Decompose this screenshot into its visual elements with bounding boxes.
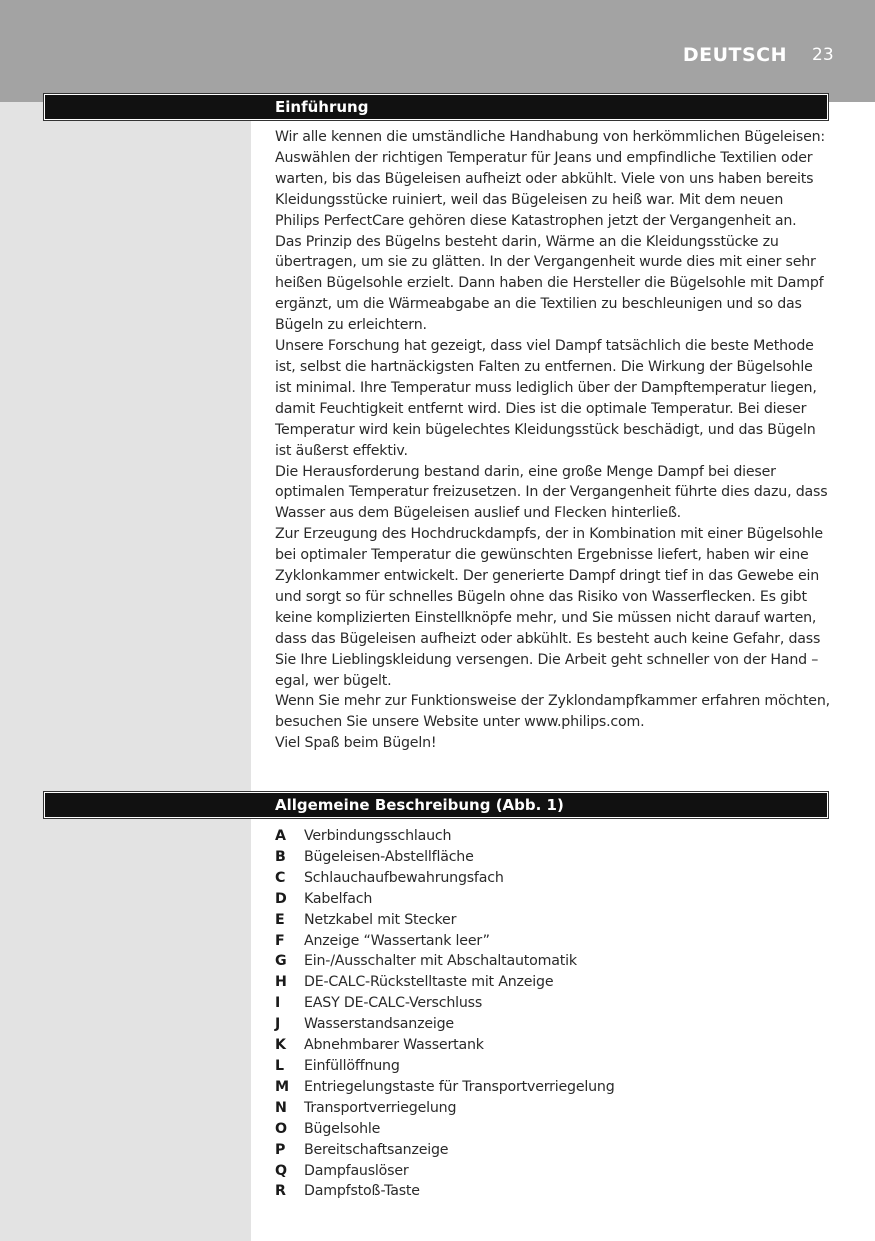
part-letter: L [275,1057,285,1074]
parts-list-item [275,1140,815,1161]
part-letter: F [275,932,285,949]
part-label: Dampfstoß-Taste [304,1183,420,1200]
part-letter: P [275,1141,286,1158]
intro-paragraph: Unsere Forschung hat gezeigt, dass viel Dampf tatsächlich die beste Methode ist, selbst die hartnäckigsten Falten zu entfernen. Die Wirkung der Bügelsohle ist minimal. Ihre Temperatur muss lediglich über der Dampftemperatur liegen, damit Feuchtigkeit entfernt wird. Dies ist die optimale Temperatur. Bei dieser Temperatur wird kein bügelechtes Kleidungsstück beschädigt, und das Bügeln ist äußerst effektiv. [275,338,817,459]
parts-list-item [275,972,815,993]
description-section-title: Allgemeine Beschreibung (Abb. 1) [275,796,564,814]
part-letter: J [275,1016,281,1033]
parts-list-item [275,868,815,889]
part-letter: E [275,911,285,928]
part-label: Dampfauslöser [304,1162,409,1179]
intro-paragraph: Wenn Sie mehr zur Funktionsweise der Zyklondampfkammer erfahren möchten, besuchen Sie unsere Website unter www.philips.com. [275,693,830,731]
part-label: Kabelfach [304,890,373,907]
parts-list-item [275,1077,815,1098]
parts-list-item [275,1119,815,1140]
parts-list-item [275,951,815,972]
parts-list-item [275,1181,815,1202]
parts-list [275,826,815,1202]
part-letter: A [275,828,286,844]
part-label: EASY DE-CALC-Verschluss [304,995,483,1012]
parts-list-item [275,826,815,847]
part-letter: Q [275,1162,288,1179]
part-letter: O [275,1120,288,1137]
part-label: Anzeige “Wassertank leer” [304,932,490,949]
part-letter: G [275,953,287,970]
part-letter: B [275,848,286,865]
intro-paragraph: Wir alle kennen die umständliche Handhabung von herkömmlichen Bügeleisen: Auswählen der richtigen Temperatur für Jeans und empfindliche Textilien oder warten, bis das Bügeleisen aufheizt oder abkühlt. Viele von uns haben bereits Kleidungsstücke ruiniert, weil das Bügeleisen zu heiß war. Mit dem neuen Philips PerfectCare gehören diese Katastrophen jetzt der Vergangenheit an. [275,129,826,229]
parts-list-item [275,1161,815,1182]
part-label: Bereitschaftsanzeige [304,1141,449,1158]
part-label: Netzkabel mit Stecker [304,911,457,928]
parts-list-item [275,931,815,952]
parts-list-item [275,1056,815,1077]
intro-text [275,127,831,754]
part-letter: N [275,1099,287,1116]
parts-list-item [275,1035,815,1056]
language-label: DEUTSCH [682,44,787,66]
left-margin-column [0,102,251,1241]
parts-list-item [275,993,815,1014]
part-label: Schlauchaufbewahrungsfach [304,869,504,886]
intro-section-bar [44,94,828,120]
intro-paragraph: Die Herausforderung bestand darin, eine große Menge Dampf bei dieser optimalen Temperatur freizusetzen. In der Vergangenheit führte dies dazu, dass Wasser aus dem Bügeleisen auslief und Flecken hinterließ. [275,463,828,522]
parts-list-item [275,910,815,931]
intro-section-title: Einführung [275,98,369,116]
part-letter: K [275,1037,286,1054]
part-letter: M [275,1078,290,1095]
parts-list-item [275,1014,815,1035]
part-label: Abnehmbarer Wassertank [304,1037,484,1054]
part-label: Bügeleisen-Abstellfläche [304,848,474,865]
parts-list-item [275,889,815,910]
part-letter: H [275,974,287,991]
part-letter: R [275,1183,286,1200]
part-label: Entriegelungstaste für Transportverriegelung [304,1078,615,1095]
page-number: 23 [812,45,834,65]
part-label: Bügelsohle [304,1120,381,1137]
parts-list-item [275,1098,815,1119]
intro-paragraph: Zur Erzeugung des Hochdruckdampfs, der in Kombination mit einer Bügelsohle bei optimaler Temperatur die gewünschten Ergebnisse liefert, haben wir eine Zyklonkammer entwickelt. Der generierte Dampf dringt tief in das Gewebe ein und sorgt so für schnelles Bügeln ohne das Risiko von Wasserflecken. Es gibt keine komplizierten Einstellknöpfe mehr, und Sie müssen nicht darauf warten, dass das Bügeleisen aufheizt oder abkühlt. Es besteht auch keine Gefahr, dass Sie Ihre Lieblingskleidung versengen. Die Arbeit geht schneller von der Hand – egal, wer bügelt. [275,526,823,689]
part-letter: I [275,995,281,1012]
part-label: Wasserstandsanzeige [304,1016,454,1033]
part-label: Ein-/Ausschalter mit Abschaltautomatik [304,953,577,970]
part-label: Transportverriegelung [304,1099,457,1116]
parts-list-item [275,847,815,868]
part-label: DE-CALC-Rückstelltaste mit Anzeige [304,974,554,991]
part-letter: C [275,869,286,886]
part-label: Verbindungsschlauch [304,828,452,844]
intro-paragraph: Viel Spaß beim Bügeln! [275,735,437,752]
intro-paragraph: Das Prinzip des Bügelns besteht darin, Wärme an die Kleidungsstücke zu übertragen, um sie zu glätten. In der Vergangenheit wurde dies mit einer sehr heißen Bügelsohle erzielt. Dann haben die Hersteller die Bügelsohle mit Dampf ergänzt, um die Wärmeabgabe an die Textilien zu beschleunigen und so das Bügeln zu erleichtern. [275,233,824,334]
description-section-bar [44,792,828,818]
part-label: Einfüllöffnung [304,1057,400,1074]
part-letter: D [275,890,287,907]
